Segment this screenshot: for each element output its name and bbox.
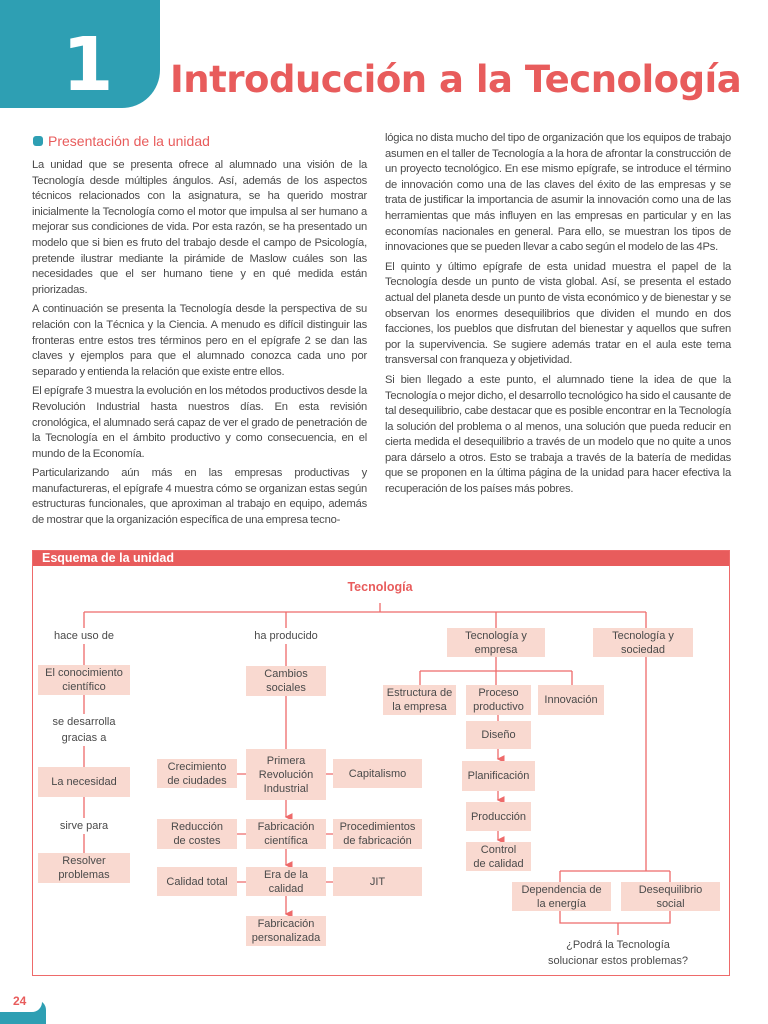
box-text: Industrial bbox=[263, 782, 309, 795]
box-text: científico bbox=[62, 681, 106, 693]
box-text: productivo bbox=[473, 701, 524, 713]
box-text: Proceso bbox=[478, 687, 519, 699]
box-text: de fabricación bbox=[343, 835, 412, 847]
box-text: problemas bbox=[58, 869, 110, 881]
paragraph: La unidad que se presenta ofrece al alumnado una visión de la Tecnología desde múltiples ángulos. Así, además de los aspectos técnicos relacionados con la asignatura, se ha querido mostrar inicialmente la Tecnología como el motor que impulsa al ser humano a mejorar sus condiciones de vida. Por esta razón, se ha presentado un modelo que si bien es fruto del trabajo desde el campo de Psicología, pretende ilustrar mediante la pirámide de Maslow cuáles son las necesidades que el ser humano tiene y en qué medida están priorizadas. bbox=[32, 159, 367, 296]
schema-box-cambios bbox=[246, 666, 326, 696]
schema-box-dependencia bbox=[512, 882, 611, 911]
box-text: Tecnología y bbox=[465, 629, 527, 642]
box-text: Crecimiento bbox=[167, 760, 227, 773]
schema-box-conocimiento bbox=[38, 665, 130, 695]
paragraph: Particularizando aún más en las empresas productivas y manufactureras, el epígrafe 4 muestra cómo se organizan estas según estructuras funcionales, que aproximan al trabajo en equipo, además de mostrar que la organización específica de una empresa tecno- bbox=[32, 467, 367, 527]
schema-box-fab-personalizada bbox=[246, 916, 326, 946]
label-line: gracias a bbox=[61, 732, 107, 744]
schema-box-diseno bbox=[466, 721, 531, 749]
paragraph: lógica no dista mucho del tipo de organización que los equipos de trabajo asumen en el taller de Tecnología a la hora de afrontar la construcción de un proyecto tecnológico. En ese mismo epígrafe, se introduce el término de innovación como una de las claves del éxito de las empresas y se trata de justificar la importancia de asumir la innovación como una de las herramientas que más influyen en las empresas en particular y en las economías nacionales en general. Para ello, se muestran los tipos de innovaciones que se pueden llevar a cabo según el modelo de las 4Ps. bbox=[385, 132, 731, 254]
page-title: Introducción a la Tecnología bbox=[170, 58, 742, 101]
box-text: social bbox=[656, 897, 685, 910]
box-text: Primera bbox=[266, 754, 306, 767]
label-ha-producido: ha producido bbox=[254, 630, 318, 642]
box-text: Producción bbox=[470, 810, 527, 823]
box-text: Estructura de bbox=[386, 687, 453, 699]
box-text: Cambios bbox=[264, 668, 308, 680]
box-text: personalizada bbox=[251, 932, 321, 944]
schema-box-planificacion bbox=[462, 761, 535, 791]
box-text: Reducción bbox=[171, 821, 223, 833]
box-text: sociales bbox=[266, 682, 306, 694]
schema-box-era-calidad bbox=[246, 867, 326, 896]
label-hace-uso: hace uso de bbox=[54, 630, 114, 642]
box-text: Capitalismo bbox=[348, 767, 407, 780]
box-text: Control bbox=[480, 843, 517, 856]
box-text: Diseño bbox=[481, 729, 516, 741]
box-text: Calidad total bbox=[166, 875, 228, 888]
page-number: 24 bbox=[13, 994, 27, 1008]
box-text: Innovación bbox=[544, 694, 598, 706]
schema-box-capitalismo bbox=[333, 759, 422, 788]
paragraph: A continuación se presenta la Tecnología desde la perspectiva de su relación con la Técnica y la Ciencia. A menudo es difícil distinguir las fronteras entre estos tres términos pero en el epígrafe 2 se dan las claves y ejemplos para que el alumnado conozca cada uno por separado y entienda la relación que existe entre ellos. bbox=[32, 303, 367, 378]
box-text: la empresa bbox=[392, 701, 447, 713]
box-text: Tecnología y bbox=[612, 629, 674, 642]
schema-box-crecimiento bbox=[157, 759, 237, 788]
box-text: de calidad bbox=[473, 857, 524, 870]
chapter-number: 1 bbox=[62, 22, 114, 108]
schema-box-fab-cientifica bbox=[246, 819, 326, 849]
schema-box-revolucion bbox=[246, 749, 326, 800]
paragraph: El quinto y último epígrafe de esta unidad muestra el papel de la Tecnología desde un punto de vista global. Así, se presenta el estado actual del planeta desde un punto de vista económico y de bienestar y se observan los enormes desequilibrios que dividen el mundo en dos facciones, los pueblos que disfrutan del bienestar y aquellos que sufren por la supervivencia. Se sugiere además tratar en el aula este tema transversal con franqueza y objetividad. bbox=[385, 260, 731, 367]
box-text: Revolución bbox=[258, 768, 314, 781]
box-text: El conocimiento bbox=[45, 667, 123, 679]
box-text: empresa bbox=[474, 643, 518, 656]
box-text: de ciudades bbox=[167, 774, 227, 787]
label-line: se desarrolla bbox=[52, 716, 116, 728]
box-text: de costes bbox=[173, 835, 221, 847]
box-text: Era de la bbox=[263, 868, 309, 881]
paragraph: Si bien llegado a este punto, el alumnado tiene la idea de que la Tecnología o mejor dicho, el desarrollo tecnológico ha sido el causante de tal desequilibrio, cabe destacar que es posible encontrar en la Tecnología la solución del problema o al menos, una solución que pueda reducir en cierta medida el desequilibrio a través de un modelo que no quite a unos para dárselo a otros. Esto se trabaja a través de la batería de medidas que se proponen en la última página de la unidad para hacer efectiva la recuperación de los países más pobres. bbox=[385, 373, 732, 496]
schema-root: Tecnología bbox=[347, 580, 413, 594]
box-text: Fabricación bbox=[257, 918, 315, 930]
box-text: Dependencia de bbox=[521, 883, 602, 896]
schema-box-resolver bbox=[38, 853, 130, 883]
schema-question bbox=[548, 937, 688, 969]
box-text: calidad bbox=[268, 882, 304, 895]
box-text: Resolver bbox=[62, 855, 106, 867]
label-se-desarrolla bbox=[51, 714, 118, 746]
schema-box-proceso bbox=[466, 685, 531, 715]
schema-heading: Esquema de la unidad bbox=[33, 551, 729, 566]
question-line: solucionar estos problemas? bbox=[547, 955, 689, 967]
schema-box-jit bbox=[333, 867, 422, 896]
box-text: JIT bbox=[369, 875, 386, 888]
schema-box-tec-sociedad bbox=[593, 628, 693, 657]
box-text: Desequilibrio bbox=[638, 883, 703, 896]
box-text: sociedad bbox=[620, 643, 666, 656]
schema-box-control bbox=[466, 842, 531, 871]
schema-box-estructura bbox=[383, 685, 456, 715]
box-text: Procedimientos bbox=[339, 821, 416, 833]
schema-box-desequilibrio bbox=[621, 882, 720, 911]
label-sirve-para: sirve para bbox=[59, 820, 109, 832]
paragraph: El epígrafe 3 muestra la evolución en los métodos productivos desde la Revolución Industrial hasta nuestros días. En esta revisión cronológica, el alumnado será capaz de ver el grado de penetración de la Tecnología en el ámbito productivo y como consecuencia, en el mundo de la Economía. bbox=[32, 385, 367, 460]
schema-box-innovacion bbox=[538, 685, 604, 715]
question-line: ¿Podrá la Tecnología bbox=[566, 939, 670, 951]
box-text: Planificación bbox=[467, 770, 530, 782]
schema-box-tec-empresa bbox=[447, 628, 545, 657]
schema-box-calidad-total bbox=[157, 867, 237, 896]
box-text: científica bbox=[264, 835, 308, 847]
box-text: la energía bbox=[537, 897, 586, 910]
schema-box-produccion bbox=[466, 802, 531, 831]
schema-box-reduccion bbox=[157, 819, 237, 849]
schema-box-necesidad bbox=[38, 767, 130, 797]
box-text: La necesidad bbox=[51, 776, 117, 788]
section-heading-text: Presentación de la unidad bbox=[48, 133, 210, 149]
box-text: Fabricación bbox=[257, 821, 315, 833]
schema-box-procedimientos bbox=[333, 819, 422, 849]
